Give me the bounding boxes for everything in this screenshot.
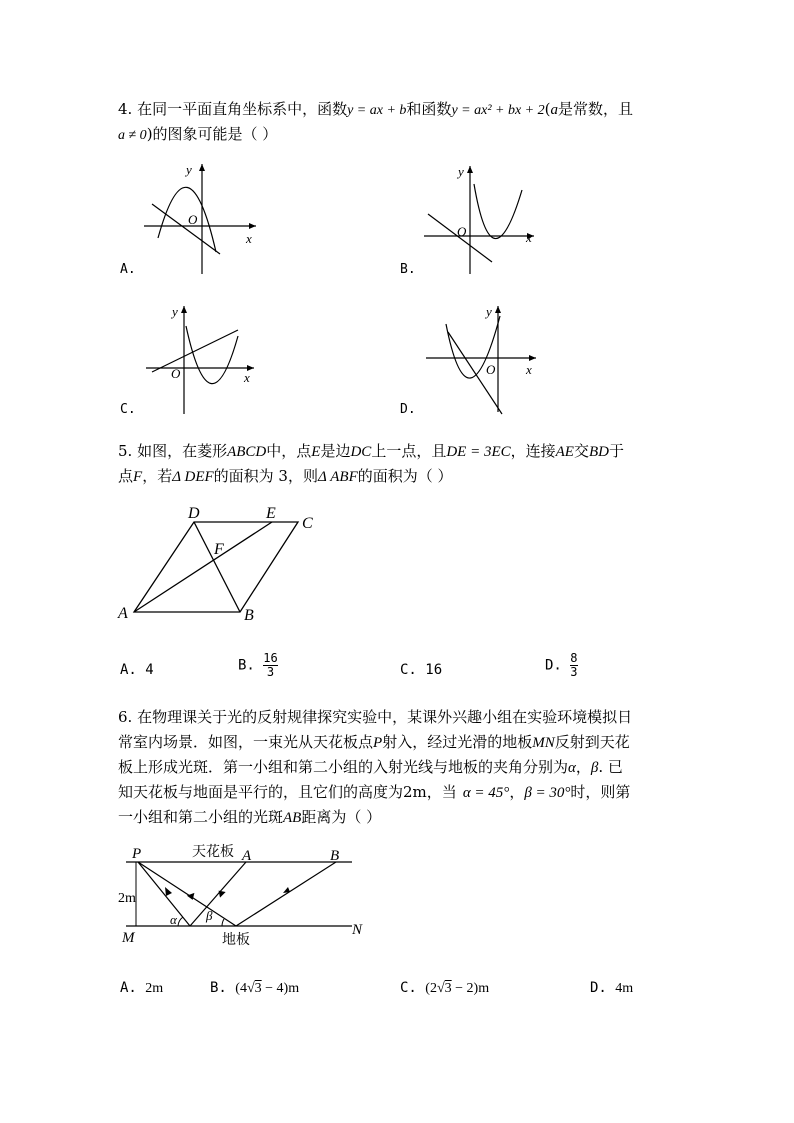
q6-text: 知天花板与地面是平行的，且它们的高度为 [118, 783, 404, 801]
q4-text-end: )的图象可能是（ ） [146, 125, 278, 143]
q6-floor-mn: MN [532, 735, 555, 751]
point-e-label: E [266, 505, 276, 522]
q6-stem-line2 [118, 730, 630, 755]
q4-graph-a [140, 160, 270, 280]
q4-formula-quadratic: y = ax² + bx + 2 [451, 103, 545, 118]
q4-graph-d [420, 300, 550, 420]
q6-reflection-figure [112, 840, 382, 950]
ceiling-label: 天花板 [192, 845, 234, 860]
q5-segment-ae: AE [555, 444, 574, 460]
parabola [474, 184, 522, 239]
sqrt-icon: √ [246, 981, 255, 996]
option-label: D. [545, 657, 562, 674]
q5-option-d[interactable] [545, 652, 578, 679]
q5-point-e: E [311, 444, 321, 460]
point-b-label: B [330, 848, 340, 864]
rhombus-abcd [134, 522, 298, 612]
alpha-label: α [170, 912, 177, 927]
q4-graph-b [420, 160, 550, 280]
sqrt-icon: √ [436, 981, 445, 996]
q4-option-c-label[interactable]: C. [120, 402, 136, 417]
q4-formula-linear: y = ax + b [347, 103, 407, 118]
arrow-icon [283, 887, 290, 893]
q5-text: ，连接 [510, 442, 556, 460]
q6-text: 距离为（ ） [301, 808, 382, 826]
fraction-8-3: $\frac{8}{3}$ [570, 651, 578, 679]
y-label: y [172, 304, 178, 319]
arrow-icon [165, 887, 172, 896]
y-label: y [458, 164, 464, 179]
q4-text-mid: 和函数 [406, 100, 452, 118]
q5-text: 是边 [320, 442, 351, 460]
q6-stem-line4 [118, 780, 630, 805]
axis-arrows [495, 306, 536, 361]
q4-text-prefix: 4. 在同一平面直角坐标系中，函数 [118, 100, 348, 118]
origin-label: O [457, 224, 467, 239]
option-label: C. [400, 662, 417, 678]
q6-text: 一小组和第二小组的光斑 [118, 808, 284, 826]
y-label: y [486, 304, 492, 319]
segment-ae [134, 522, 272, 612]
q6-stem-line1 [118, 705, 632, 729]
q5-rhombus-name: ABCD [227, 444, 267, 460]
q4-condition: a ≠ 0 [118, 128, 147, 143]
q5-text: 5. 如图，在菱形 [118, 442, 228, 460]
parabola [158, 187, 216, 252]
floor-label: 地板 [222, 933, 250, 948]
option-label: C. [400, 980, 417, 996]
option-value: 2m [145, 981, 164, 996]
line [152, 330, 238, 372]
point-f-label: F [214, 541, 224, 558]
point-b-label: B [244, 607, 254, 624]
q5-equation: DE = 3EC [446, 444, 511, 460]
height-label: 2m [118, 891, 136, 906]
q5-stem-line1 [118, 439, 624, 464]
q6-stem-line5 [118, 805, 381, 830]
q4-option-d-label[interactable]: D. [400, 402, 416, 417]
q5-text: 点 [118, 467, 134, 485]
option-label: B. [238, 657, 255, 674]
q6-alpha: α [568, 760, 576, 776]
segment-bd [194, 522, 240, 612]
option-label: D. [590, 980, 607, 996]
q4-text-suffix: 是常数，且 [557, 100, 633, 118]
q5-option-c[interactable] [400, 662, 442, 678]
q6-text: . 已 [598, 758, 623, 776]
q5-text: 上一点，且 [371, 442, 447, 460]
reflected-ray-beta [236, 862, 336, 926]
q5-text: ，若 [142, 467, 173, 485]
option-label: B. [210, 980, 227, 996]
parabola [186, 326, 238, 384]
q5-text: 的面积为（ ） [357, 467, 453, 485]
q5-triangle-def: Δ DEF [172, 469, 214, 485]
origin-label: O [486, 362, 496, 377]
q6-stem-line3 [118, 755, 623, 780]
q4-paren: ( [544, 100, 551, 118]
q5-text: 的面积为 3，则 [213, 467, 318, 485]
option-value: (4√3 − 4)m [235, 981, 300, 996]
x-label: x [526, 230, 532, 245]
q5-rhombus-figure [110, 500, 340, 630]
alpha-arc [178, 917, 183, 926]
q6-text: 时，则第 [570, 783, 631, 801]
q5-triangle-abf: Δ ABF [317, 469, 358, 485]
q5-text: 交 [573, 442, 589, 460]
axis-arrows [181, 306, 254, 371]
q6-option-a[interactable] [120, 980, 163, 997]
point-m-label: M [122, 930, 135, 946]
q4-stem-line1 [118, 97, 633, 123]
q6-option-d[interactable] [590, 980, 633, 997]
q6-text: ，当 [426, 783, 457, 801]
option-value: (2√3 − 2)m [425, 981, 490, 996]
x-label: x [246, 231, 252, 246]
q5-stem-line2 [118, 464, 453, 489]
point-c-label: C [302, 515, 313, 532]
x-label: x [526, 362, 532, 377]
q5-side-dc: DC [350, 444, 372, 460]
q6-beta-value: β = 30° [524, 785, 571, 801]
point-p-label: P [132, 846, 142, 862]
q6-text: ， [575, 758, 591, 776]
origin-label: O [171, 366, 181, 381]
q5-point-f: F [133, 469, 143, 485]
q5-segment-bd: BD [588, 444, 609, 460]
point-a-label: A [242, 848, 252, 864]
q6-option-c[interactable] [400, 980, 489, 997]
q6-option-b[interactable] [210, 980, 299, 997]
q5-text: 中，点 [266, 442, 312, 460]
q6-text: 反射到天花 [554, 733, 630, 751]
q6-text: 射入，经过光滑的地板 [382, 733, 533, 751]
q6-beta: β [590, 760, 599, 776]
beta-arc [222, 919, 224, 926]
q6-alpha-value: α = 45° [462, 785, 510, 801]
point-d-label: D [188, 505, 200, 522]
q4-a-variable: a [550, 102, 558, 118]
option-value: 16 [425, 662, 443, 678]
q6-segment-ab: AB [283, 810, 302, 826]
point-n-label: N [352, 922, 363, 938]
y-label: y [186, 162, 192, 177]
option-value: 4 [145, 662, 154, 678]
option-label: A. [120, 980, 137, 996]
q6-text: 常室内场景．如图，一束光从天花板点 [118, 733, 374, 751]
q4-stem-line2 [118, 122, 277, 148]
q6-text: 6. 在物理课关于光的反射规律探究实验中，某课外兴趣小组在实验环境模拟日 [118, 708, 633, 726]
origin-label: O [188, 212, 198, 227]
q6-height: 2m [403, 783, 427, 801]
q6-text: ， [509, 783, 525, 801]
q4-option-b-label[interactable]: B. [400, 262, 416, 277]
arrow-icon [187, 893, 197, 901]
q5-option-a[interactable] [120, 662, 154, 678]
q5-text: 于 [608, 442, 624, 460]
q4-graph-c [140, 300, 270, 420]
option-value: 4m [615, 981, 634, 996]
q4-option-a-label[interactable]: A. [120, 262, 136, 277]
arrow-icon [216, 888, 226, 898]
point-a-label: A [118, 605, 128, 622]
incident-ray-alpha [138, 862, 190, 926]
q6-text: 板上形成光斑．第一小组和第二小组的入射光线与地板的夹角分别为 [118, 758, 569, 776]
q5-option-b[interactable] [238, 652, 278, 679]
option-label: A. [120, 662, 137, 678]
x-label: x [244, 370, 250, 385]
beta-label: β [206, 908, 213, 923]
reflected-ray-alpha [190, 862, 246, 926]
fraction-16-3: $\frac{16}{3}$ [263, 651, 278, 679]
q6-point-p: P [373, 735, 383, 751]
